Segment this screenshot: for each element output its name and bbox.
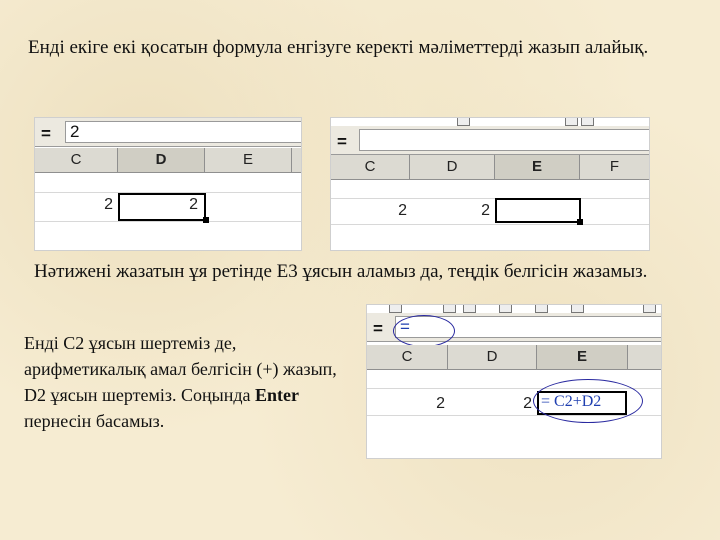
toolbar-button-icon — [463, 304, 476, 313]
annotation-ellipse — [533, 379, 643, 423]
intro-text: Енді екіге екі қосатын формула енгізуге керекті мәліметтерді жазып алайық. — [28, 37, 649, 58]
spreadsheet-screenshot-1 — [34, 117, 302, 251]
spreadsheet-screenshot-2 — [330, 117, 650, 251]
formula-input: 2 — [65, 121, 301, 143]
equals-icon: = — [373, 319, 383, 338]
column-header-d: D — [448, 345, 537, 370]
column-header-d: D — [118, 148, 205, 173]
selected-cell-e2 — [495, 198, 581, 223]
column-header-e: E — [537, 345, 628, 370]
column-header-e: E — [495, 155, 580, 180]
cell-d2: 2 — [189, 196, 198, 213]
fill-handle-icon — [203, 217, 209, 223]
cell-c2: 2 — [436, 395, 445, 412]
formula-bar — [35, 118, 301, 147]
instruction-text — [24, 330, 354, 434]
column-header-c: C — [35, 148, 118, 173]
toolbar-button-icon — [389, 304, 402, 313]
column-header-partial — [292, 148, 302, 173]
toolbar-button-icon — [443, 304, 456, 313]
toolbar-button-icon — [535, 304, 548, 313]
column-header-f: F — [580, 155, 650, 180]
spreadsheet-screenshot-3 — [366, 304, 662, 459]
formula-input — [359, 129, 649, 151]
column-header-d: D — [410, 155, 495, 180]
equals-icon: = — [337, 132, 347, 151]
toolbar-button-icon — [457, 117, 470, 126]
instruction-text-part2: пернесін басамыз. — [24, 411, 165, 431]
column-header-partial — [628, 345, 662, 370]
row-line — [331, 224, 649, 225]
toolbar-button-icon — [571, 304, 584, 313]
toolbar-button-icon — [643, 304, 656, 313]
cell-c2: 2 — [398, 202, 407, 219]
column-header-c: C — [331, 155, 410, 180]
column-header-e: E — [205, 148, 292, 173]
fill-handle-icon — [577, 219, 583, 225]
row-line — [331, 198, 649, 199]
cell-d2: 2 — [523, 395, 532, 412]
step-text: Нәтижені жазатын ұя ретінде Е3 ұясын аламыз да, теңдік белгісін жазамыз. — [34, 261, 648, 282]
row-line — [35, 221, 301, 222]
formula-text: = — [400, 317, 410, 336]
enter-key-label: Enter — [254, 385, 299, 405]
cell-formula: = С2+D2 — [541, 393, 602, 410]
cell-c2: 2 — [104, 196, 113, 213]
equals-icon: = — [41, 124, 51, 143]
toolbar-button-icon — [565, 117, 578, 126]
annotation-ellipse — [393, 315, 455, 347]
toolbar-button-icon — [581, 117, 594, 126]
instruction-text-part1: Енді С2 ұясын шертеміз де, арифметикалық амал белгісін (+) жазып, D2 ұясын шертеміз. Соңында — [24, 333, 337, 405]
formula-bar — [331, 126, 649, 155]
toolbar-button-icon — [499, 304, 512, 313]
cell-d2: 2 — [481, 202, 490, 219]
column-header-c: C — [367, 345, 448, 370]
